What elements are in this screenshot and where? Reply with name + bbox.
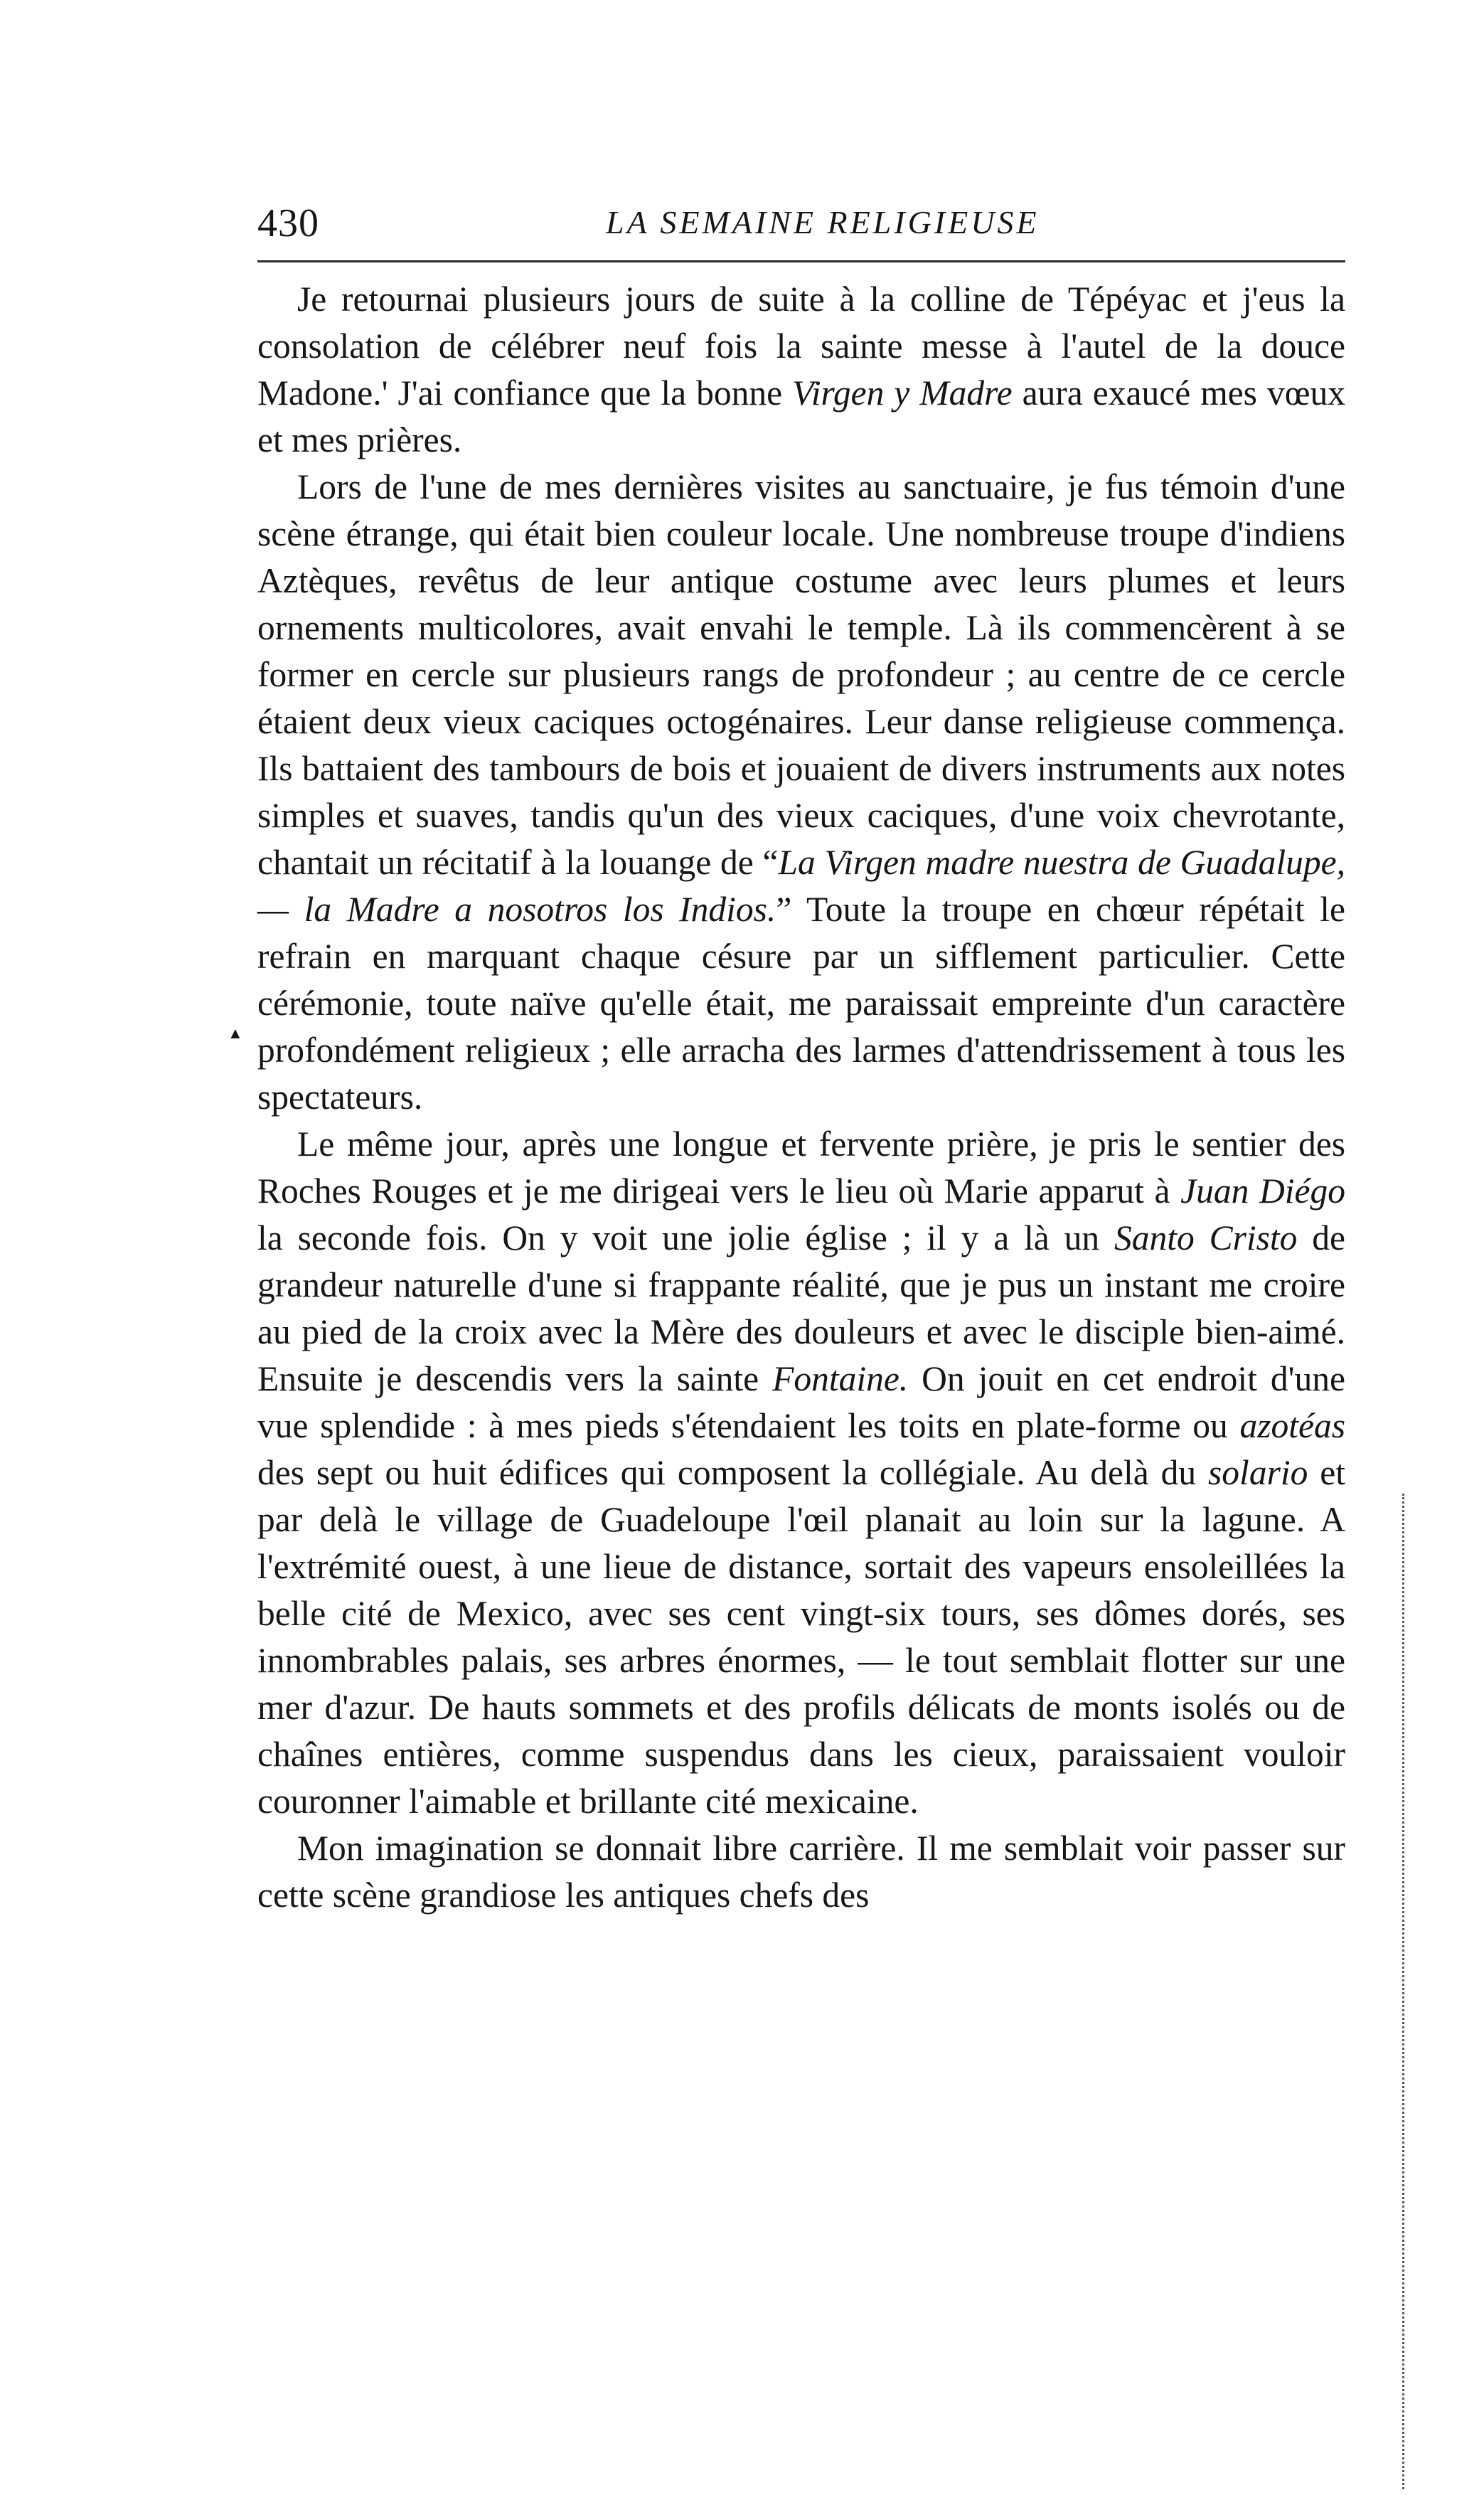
text-run: des sept ou huit édifices qui composent la collégiale. Au delà du <box>257 1453 1209 1492</box>
paragraph <box>257 276 1345 464</box>
text-run: ” Toute la troupe en chœur répétait le refrain en marquant chaque césure par un sifflement particulier. Cette cérémonie, toute naïve qu'elle était, me paraissait empreinte d'un caractère profondément religieux ; elle arracha des larmes d'attendrissement à tous les spectateurs. <box>257 890 1345 1117</box>
header-rule <box>257 260 1345 262</box>
text-run: Mon imagination se donnait libre carrière. Il me semblait voir passer sur cette scène grandiose les antiques chefs des <box>257 1829 1345 1915</box>
text-run: et par delà le village de Guadeloupe l'œil planait au loin sur la lagune. A l'extrémité ouest, à une lieue de distance, sortait des vapeurs ensoleillées la belle cité de Mexico, avec ses cent vingt-six tours, ses dômes dorés, ses innombrables palais, ses arbres énormes, — le tout semblait flotter sur une mer d'azur. De hauts sommets et des profils délicats de monts isolés ou de chaînes entières, comme suspendus dans les cieux, paraissaient vouloir couronner l'aimable et brillante cité mexicaine. <box>257 1453 1345 1821</box>
italic-text: azotéas <box>1239 1406 1345 1445</box>
text-run: On jouit en cet endroit d'une vue splendide : à mes pieds s'étendaient les toits en plate-forme ou <box>257 1359 1345 1445</box>
italic-text: solario <box>1208 1453 1308 1492</box>
page-header <box>257 201 1345 250</box>
paragraph <box>257 464 1345 1121</box>
italic-text: Virgen y Madre <box>792 373 1013 413</box>
text-run: Le même jour, après une longue et fervente prière, je pris le sentier des Roches Rouges et je me dirigeai vers le lieu où Marie apparut à <box>257 1124 1345 1211</box>
paragraph <box>257 1121 1345 1825</box>
body-text <box>257 276 1345 1919</box>
text-run: Lors de l'une de mes dernières visites au sanctuaire, je fus témoin d'une scène étrange, qui était bien couleur locale. Une nombreuse troupe d'indiens Aztèques, revêtus de leur antique costume avec leurs plumes et leurs ornements multicolores, avait envahi le temple. Là ils commencèrent à se former en cercle sur plusieurs rangs de profondeur ; au centre de ce cercle étaient deux vieux caciques octogénaires. Leur danse religieuse commença. Ils battaient des tambours de bois et jouaient de divers instruments aux notes simples et suaves, tandis qu'un des vieux caciques, d'une voix chevrotante, chantait un récitatif à la louange de “ <box>257 467 1345 882</box>
text-run: de grandeur naturelle d'une si frappante réalité, que je pus un instant me croire au pied de la croix avec la Mère des douleurs et avec le disciple bien-aimé. Ensuite je descendis vers la sainte <box>257 1218 1345 1398</box>
text-run: Je retournai plusieurs jours de suite à la colline de Tépéyac et j'eus la consolation de célébrer neuf fois la sainte messe à l'autel de la douce Madone.' J'ai confiance que la bonne <box>257 280 1345 413</box>
italic-text: La Virgen madre nuestra de Guadalupe, — la Madre a nosotros los Indios. <box>257 843 1346 929</box>
scan-edge-mark <box>1402 1494 1404 2489</box>
italic-text: Juan Diégo <box>1180 1171 1345 1211</box>
italic-text: Fontaine. <box>772 1359 909 1398</box>
page-number: 430 <box>257 201 319 245</box>
text-run: la seconde fois. On y voit une jolie église ; il y a là un <box>257 1218 1114 1257</box>
italic-text: Santo Cristo <box>1114 1218 1298 1257</box>
margin-bullet-mark: ▲ <box>228 1024 243 1042</box>
paragraph <box>257 1825 1345 1919</box>
text-run: aura exaucé mes vœux et mes prières. <box>257 373 1345 459</box>
running-head: LA SEMAINE RELIGIEUSE <box>606 204 1040 240</box>
